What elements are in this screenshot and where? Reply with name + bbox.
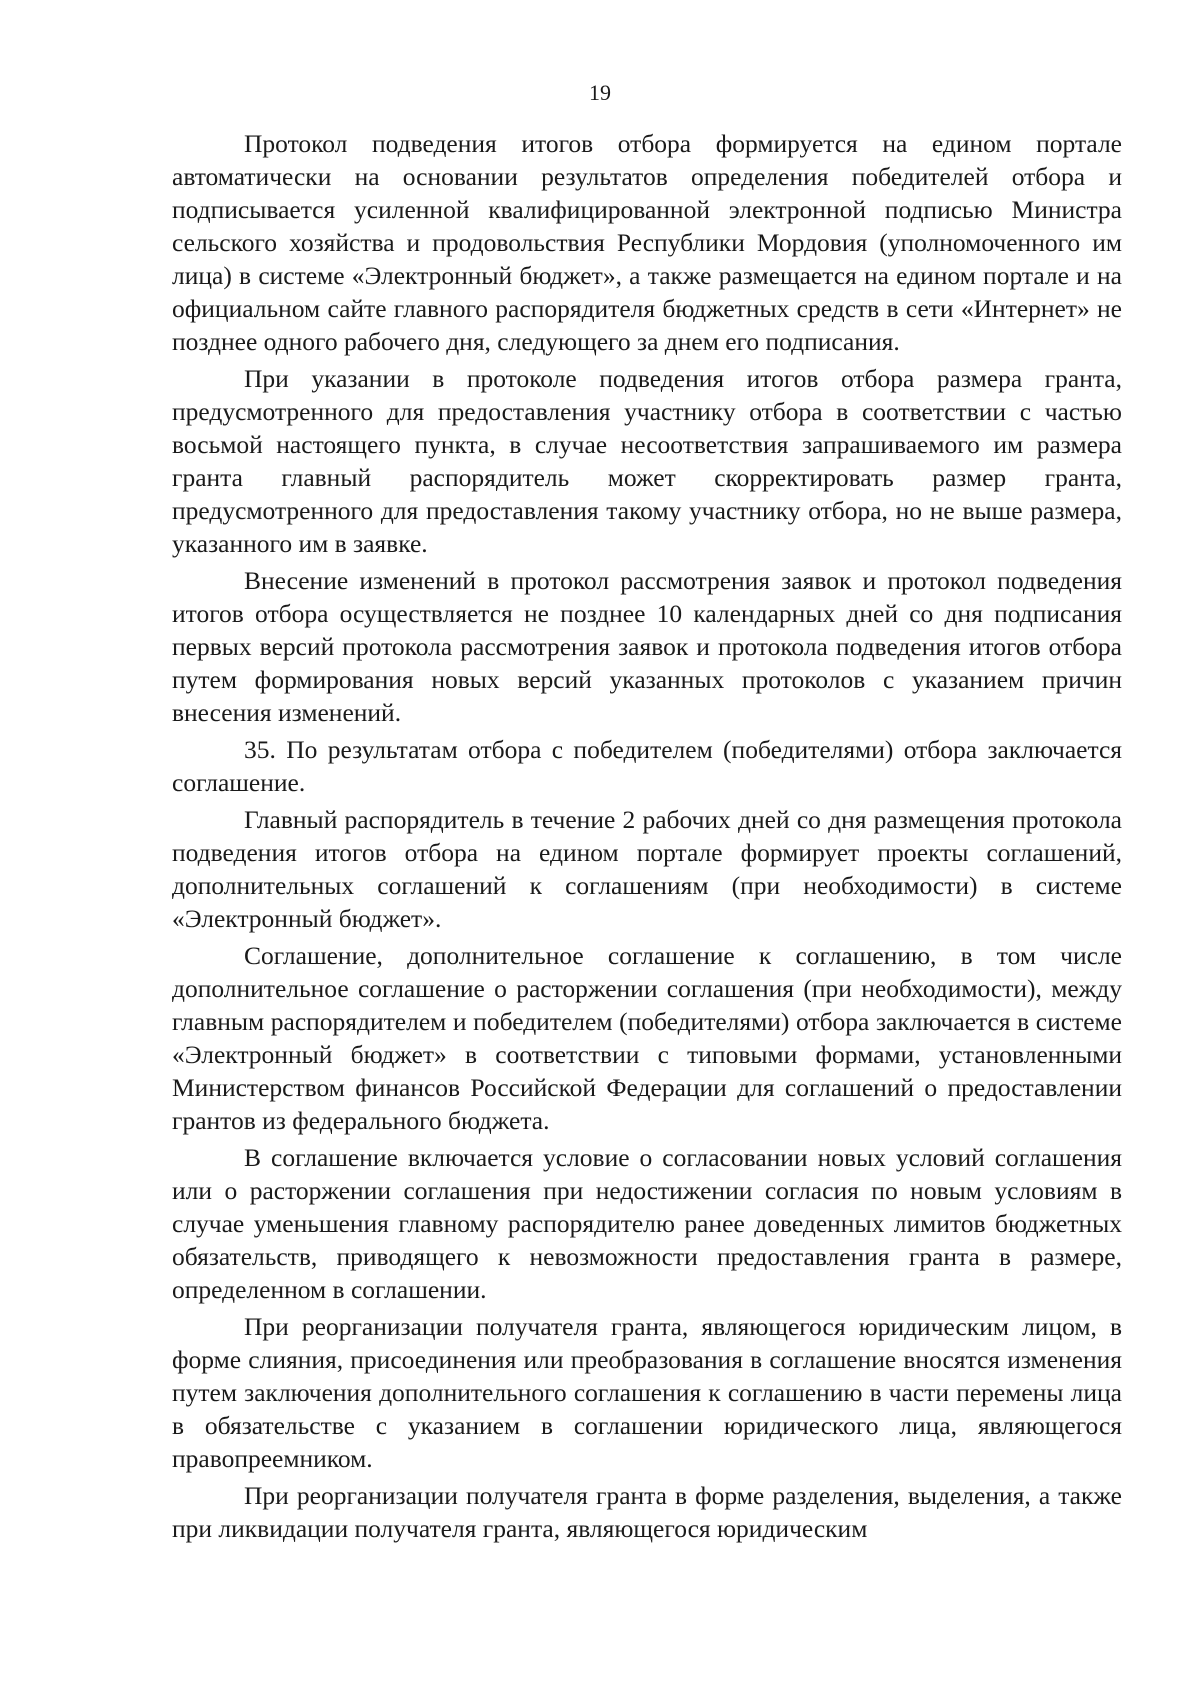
document-body <box>172 127 1122 1549</box>
paragraph: При реорганизации получателя гранта, являющегося юридическим лицом, в форме слияния, присоединения или преобразования в соглашение вносятся изменения путем заключения дополнительного соглашения к соглашению в части перемены лица в обязательстве с указанием в соглашении юридического лица, являющегося правопреемником. <box>172 1312 1122 1473</box>
paragraph: В соглашение включается условие о согласовании новых условий соглашения или о расторжении соглашения при недостижении согласия по новым условиям в случае уменьшения главному распорядителю ранее доведенных лимитов бюджетных обязательств, приводящего к невозможности предоставления гранта в размере, определенном в соглашении. <box>172 1143 1122 1304</box>
paragraph: 35. По результатам отбора с победителем (победителями) отбора заключается соглашение. <box>172 735 1122 797</box>
paragraph: При реорганизации получателя гранта в форме разделения, выделения, а также при ликвидации получателя гранта, являющегося юридическим <box>172 1481 1122 1543</box>
paragraph: Внесение изменений в протокол рассмотрения заявок и протокол подведения итогов отбора осуществляется не позднее 10 календарных дней со дня подписания первых версий протокола рассмотрения заявок и протокола подведения итогов отбора путем формирования новых версий указанных протоколов с указанием причин внесения изменений. <box>172 566 1122 727</box>
paragraph: Протокол подведения итогов отбора формируется на едином портале автоматически на основании результатов определения победителей отбора и подписывается усиленной квалифицированной электронной подписью Министра сельского хозяйства и продовольствия Республики Мордовия (уполномоченного им лица) в системе «Электронный бюджет», а также размещается на едином портале и на официальном сайте главного распорядителя бюджетных средств в сети «Интернет» не позднее одного рабочего дня, следующего за днем его подписания. <box>172 129 1122 356</box>
page-number: 19 <box>589 80 611 105</box>
paragraph: При указании в протоколе подведения итогов отбора размера гранта, предусмотренного для предоставления участнику отбора в соответствии с частью восьмой настоящего пункта, в случае несоответствия запрашиваемого им размера гранта главный распорядитель может скорректировать размер гранта, предусмотренного для предоставления такому участнику отбора, но не выше размера, указанного им в заявке. <box>172 364 1122 558</box>
paragraph: Соглашение, дополнительное соглашение к соглашению, в том числе дополнительное соглашение о расторжении соглашения (при необходимости), между главным распорядителем и победителем (победителями) отбора заключается в системе «Электронный бюджет» в соответствии с типовыми формами, установленными Министерством финансов Российской Федерации для соглашений о предоставлении грантов из федерального бюджета. <box>172 941 1122 1135</box>
paragraph: Главный распорядитель в течение 2 рабочих дней со дня размещения протокола подведения итогов отбора на едином портале формирует проекты соглашений, дополнительных соглашений к соглашениям (при необходимости) в системе «Электронный бюджет». <box>172 805 1122 933</box>
